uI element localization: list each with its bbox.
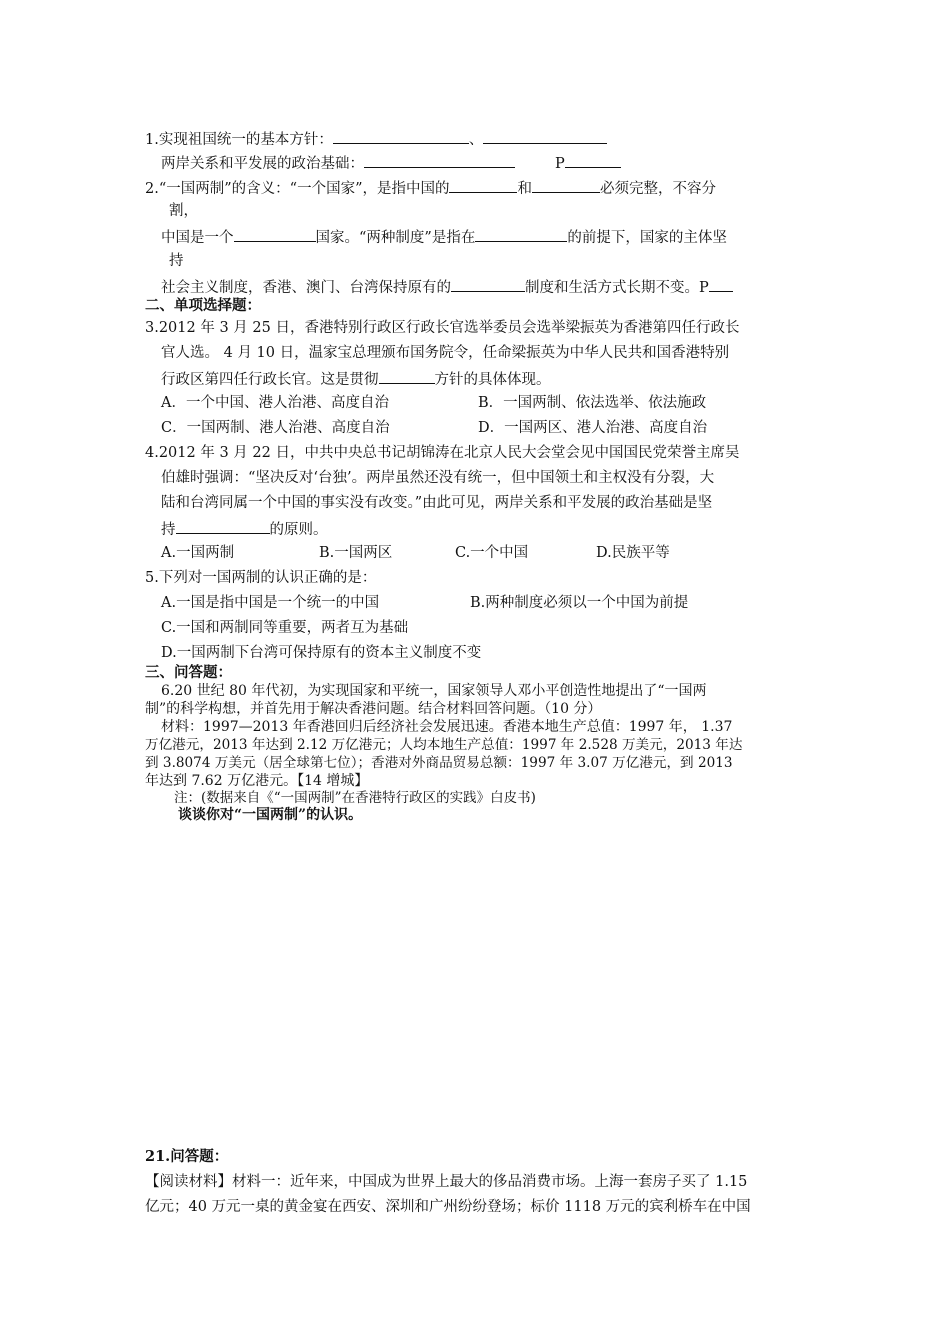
q5-option-a[interactable]: A.一国是指中国是一个统一的中国	[161, 595, 380, 611]
blank-q2-d[interactable]	[475, 226, 567, 242]
section-heading-essay: 三、问答题：	[145, 664, 232, 681]
q4-option-a[interactable]: A.一国两制	[161, 545, 235, 561]
blank-q2-c[interactable]	[234, 226, 316, 242]
q2-text-b: 必须完整，不容分	[599, 181, 716, 197]
blank-q1-b[interactable]	[483, 128, 607, 144]
q6-line5: 到 3.8074 万美元（居全球第七位）；香港对外商品贸易总额：1997 年 3.07 万亿港元，到 2013	[145, 755, 733, 771]
blank-q1-c[interactable]	[364, 152, 515, 168]
section-heading-choice: 二、单项选择题：	[145, 297, 261, 314]
q2-text-a: 2.“一国两制”的含义：“一个国家”，是指中国的	[145, 181, 450, 197]
q2-line5	[161, 276, 733, 298]
q3-option-b[interactable]: B．一国两制、依法选举、依法施政	[478, 395, 707, 411]
q3-text-a: 行政区第四任行政长官。这是贯彻	[161, 372, 379, 388]
q3-option-a[interactable]: A．一个中国、港人治港、高度自治	[161, 395, 389, 411]
q2-text-e: 国家。“两种制度”是指在	[315, 230, 476, 246]
blank-q1-a[interactable]	[333, 128, 469, 144]
q3-text-b: 方针的具体体现。	[434, 372, 551, 388]
q1-text: 1.实现祖国统一的基本方针：	[145, 132, 333, 148]
q6-line4: 万亿港元，2013 年达到 2.12 万亿港元；人均本地生产总值：1997 年 2.528 万美元，2013 年达	[145, 737, 743, 753]
q3-option-c[interactable]: C．一国两制、港人治港、高度自治	[161, 420, 390, 436]
blank-q2-b[interactable]	[532, 177, 600, 193]
blank-q4[interactable]	[176, 518, 270, 534]
q3-line3	[161, 368, 551, 390]
q6-question: 谈谈你对“一国两制”的认识。	[178, 807, 363, 823]
q4-option-d[interactable]: D.民族平等	[596, 545, 670, 561]
blank-q2-e[interactable]	[451, 276, 525, 292]
q2-text-h: 社会主义制度，香港、澳门、台湾保持原有的	[161, 280, 451, 296]
q21-line1: 【阅读材料】材料一：近年来，中国成为世界上最大的侈品消费市场。上海一套房子买了 1.15	[145, 1174, 748, 1190]
q1-line1	[145, 128, 607, 150]
q6-line1: 6.20 世纪 80 年代初，为实现国家和平统一，国家领导人邓小平创造性地提出了“一国两	[161, 683, 707, 699]
q6-note: 注：(数据来自《“一国两制”在香港特行政区的实践》白皮书)	[174, 790, 536, 806]
q1-line2	[161, 152, 621, 174]
q4-option-b[interactable]: B.一国两区	[319, 545, 393, 561]
q4-option-c[interactable]: C.一个中国	[455, 545, 529, 561]
q2-text-d: 中国是一个	[161, 230, 234, 246]
q4-text-b: 的原则。	[269, 522, 328, 538]
q4-text-a: 持	[161, 522, 176, 538]
q6-line2: 制”的科学构想，并首先用于解决香港问题。结合材料回答问题。（10 分）	[145, 701, 602, 717]
q21-heading: 21.问答题：	[145, 1148, 229, 1165]
q5-stem: 5.下列对一国两制的认识正确的是：	[145, 570, 377, 586]
page-ref: P	[555, 156, 565, 172]
q4-line1: 4.2012 年 3 月 22 日，中共中央总书记胡锦涛在北京人民大会堂会见中国国民党荣誉主席吴	[145, 445, 740, 461]
blank-q2-page[interactable]	[709, 276, 733, 292]
q2-line1	[145, 177, 716, 199]
q5-option-b[interactable]: B.两种制度必须以一个中国为前提	[470, 595, 689, 611]
q3-option-d[interactable]: D．一国两区、港人治港、高度自治	[478, 420, 708, 436]
q2-line4: 持	[169, 253, 184, 269]
q2-and: 和	[517, 181, 532, 197]
blank-q1-page[interactable]	[565, 152, 621, 168]
q2-text-i: 制度和生活方式长期不变。P	[525, 280, 709, 296]
q3-line1: 3.2012 年 3 月 25 日，香港特别行政区行政长官选举委员会选举梁振英为香港第四任行政长	[145, 320, 740, 336]
q2-text-f: 的前提下，国家的主体坚	[567, 230, 727, 246]
q2-line2: 割，	[169, 203, 198, 219]
q5-option-d[interactable]: D.一国两制下台湾可保持原有的资本主义制度不变	[161, 645, 482, 661]
q2-line3	[161, 226, 727, 248]
q5-option-c[interactable]: C.一国和两制同等重要，两者互为基础	[161, 620, 409, 636]
q6-line6: 年达到 7.62 万亿港元。【14 增城】	[145, 773, 369, 789]
q3-line2: 官人选。 4 月 10 日，温家宝总理颁布国务院令，任命梁振英为中华人民共和国香港特别	[161, 345, 730, 361]
blank-q3[interactable]	[379, 368, 435, 384]
q21-line2: 亿元；40 万元一桌的黄金宴在西安、深圳和广州纷纷登场；标价 1118 万元的宾利桥车在中国	[145, 1199, 751, 1215]
q4-line3: 陆和台湾同属一个中国的事实没有改变。”由此可见，两岸关系和平发展的政治基础是坚	[161, 495, 713, 511]
q4-line2: 伯雄时强调：“坚决反对‘台独’。两岸虽然还没有统一，但中国领土和主权没有分裂，大	[161, 470, 715, 486]
q6-line3: 材料：1997—2013 年香港回归后经济社会发展迅速。香港本地生产总值：1997 年， 1.37	[161, 719, 733, 735]
blank-q2-a[interactable]	[449, 177, 517, 193]
q4-line4	[161, 518, 328, 540]
q1-basis-text: 两岸关系和平发展的政治基础：	[161, 156, 364, 172]
q1-separator: 、	[468, 132, 484, 148]
